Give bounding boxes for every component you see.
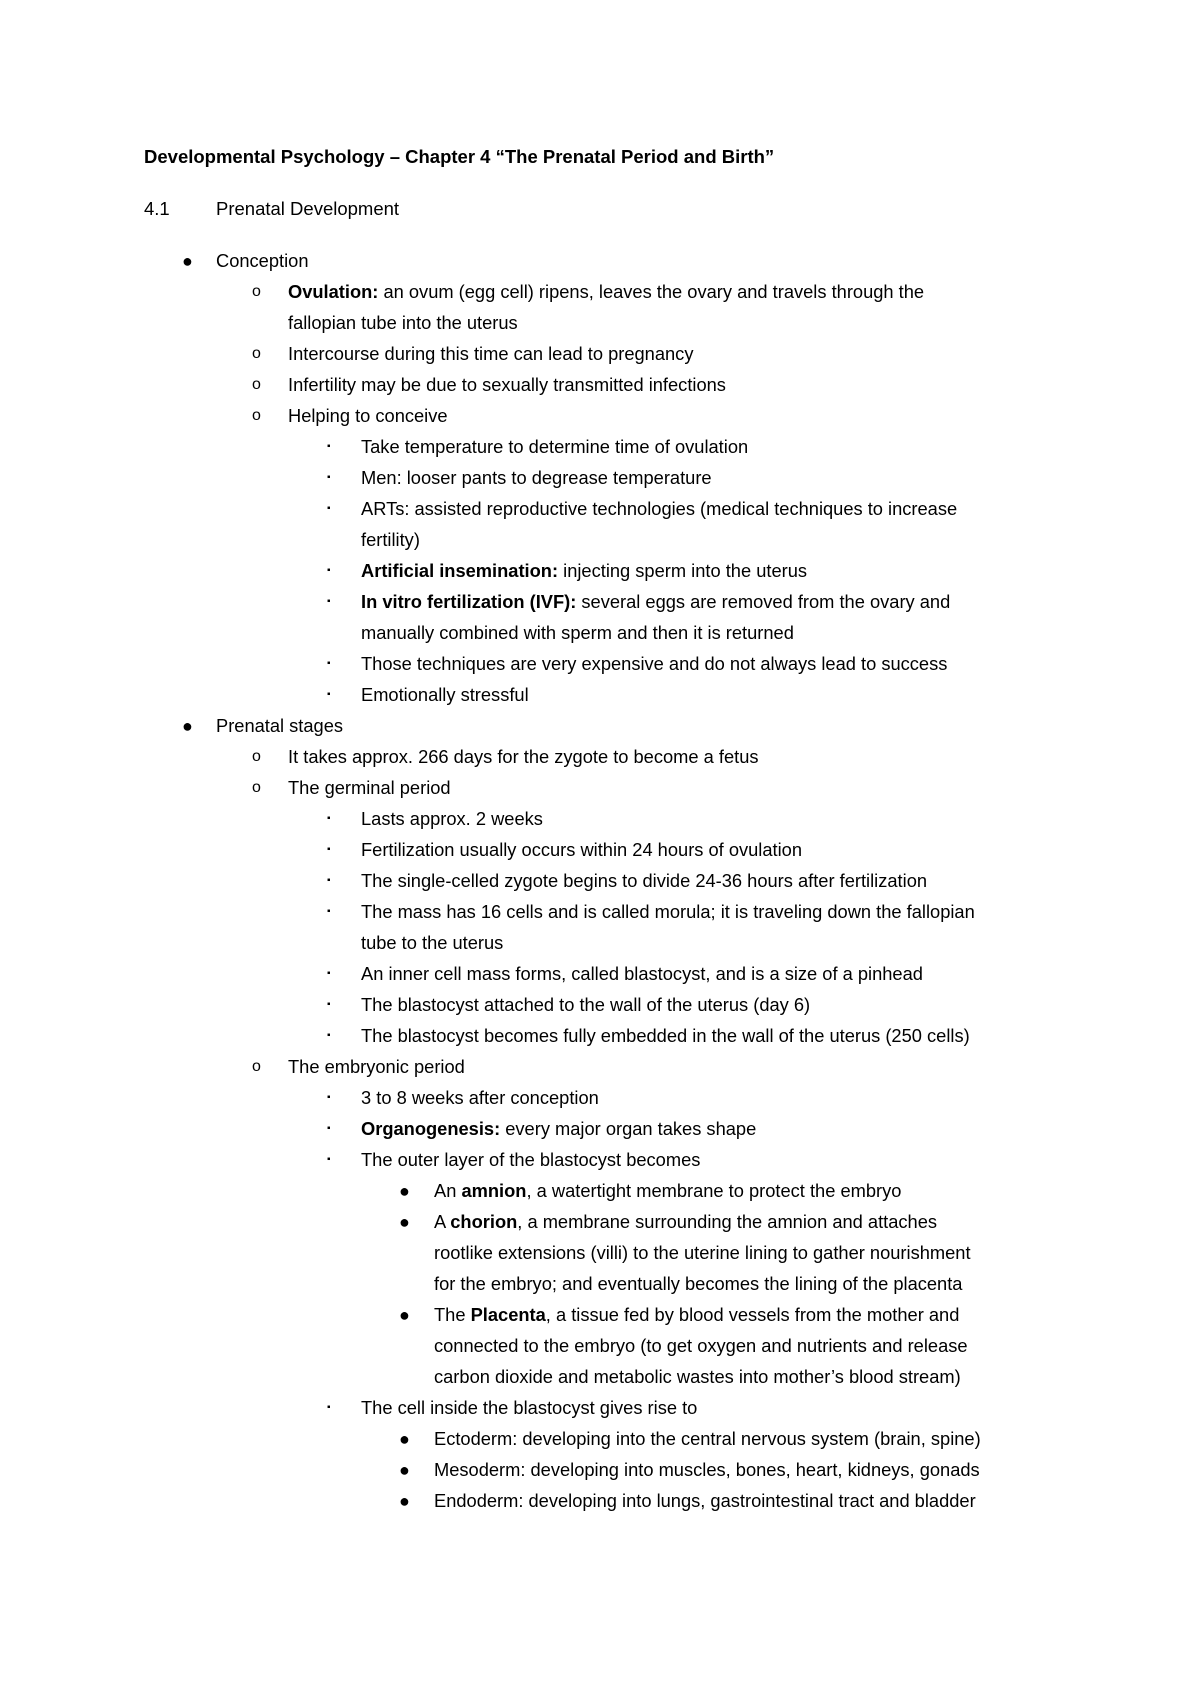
outline-line [216, 250, 309, 272]
line-text: The embryonic period [288, 1056, 465, 1077]
bullet-icon: ▪ [327, 906, 331, 917]
bullet-icon: ▪ [327, 503, 331, 514]
outline-line [361, 1118, 756, 1140]
bullet-icon: ● [399, 1429, 410, 1449]
outline-line [434, 1335, 968, 1357]
outline-line [434, 1273, 962, 1295]
line-text: Endoderm: developing into lungs, gastrointestinal tract and bladder [434, 1490, 976, 1511]
outline-line [361, 808, 543, 830]
line-text: It takes approx. 266 days for the zygote to become a fetus [288, 746, 759, 767]
line-text: Lasts approx. 2 weeks [361, 808, 543, 829]
outline-line [361, 684, 529, 706]
outline-line [361, 498, 957, 520]
bullet-icon: ▪ [327, 999, 331, 1010]
line-text: Conception [216, 250, 309, 271]
outline-line [434, 1180, 901, 1202]
line-text: Helping to conceive [288, 405, 448, 426]
line-text: 3 to 8 weeks after conception [361, 1087, 599, 1108]
outline-line [288, 1056, 465, 1078]
line-text: The outer layer of the blastocyst becomes [361, 1149, 701, 1170]
outline-line [361, 653, 947, 675]
outline-line [361, 529, 420, 551]
line-text: The single-celled zygote begins to divide 24-36 hours after fertilization [361, 870, 928, 891]
outline-line [434, 1459, 980, 1481]
outline-line [434, 1428, 981, 1450]
line-prefix: The [434, 1304, 471, 1325]
line-text: Take temperature to determine time of ovulation [361, 436, 749, 457]
line-prefix: An [434, 1180, 462, 1201]
bullet-icon: ● [399, 1181, 410, 1201]
line-text: injecting sperm into the uterus [558, 560, 808, 581]
line-text: The cell inside the blastocyst gives rise to [361, 1397, 698, 1418]
line-text: several eggs are removed from the ovary and [576, 591, 951, 612]
line-text: for the embryo; and eventually becomes the lining of the placenta [434, 1273, 963, 1294]
line-text: Infertility may be due to sexually transmitted infections [288, 374, 726, 395]
outline-line [361, 436, 748, 458]
outline-line [361, 870, 927, 892]
outline-line [434, 1211, 937, 1233]
line-text: , a watertight membrane to protect the embryo [526, 1180, 902, 1201]
bold-term: chorion [450, 1211, 518, 1232]
bullet-icon: ● [399, 1212, 410, 1232]
bullet-icon: ● [399, 1305, 410, 1325]
bullet-icon: o [252, 779, 261, 796]
bullet-icon: ▪ [327, 968, 331, 979]
line-text: manually combined with sperm and then it is returned [361, 622, 794, 643]
line-text: fertility) [361, 529, 420, 550]
bullet-icon: ▪ [327, 875, 331, 886]
outline-line [361, 560, 807, 582]
line-text: Men: looser pants to degrease temperature [361, 467, 712, 488]
outline-line [288, 343, 693, 365]
line-text: , a membrane surrounding the amnion and attaches [517, 1211, 938, 1232]
bold-term: In vitro fertilization (IVF): [361, 591, 577, 612]
outline-line [288, 777, 451, 799]
outline-line [361, 994, 810, 1016]
outline-line [288, 746, 759, 768]
line-text: Fertilization usually occurs within 24 hours of ovulation [361, 839, 802, 860]
outline-line [434, 1242, 971, 1264]
bullet-icon: ▪ [327, 1154, 331, 1165]
line-text: The germinal period [288, 777, 451, 798]
bold-term: amnion [461, 1180, 527, 1201]
outline-line [361, 932, 503, 954]
line-text: connected to the embryo (to get oxygen and nutrients and release [434, 1335, 968, 1356]
section-title: Prenatal Development [216, 198, 400, 219]
line-text: Emotionally stressful [361, 684, 529, 705]
bullet-icon: o [252, 1058, 261, 1075]
bullet-icon: ● [399, 1491, 410, 1511]
bullet-icon: o [252, 748, 261, 765]
bullet-icon: ▪ [327, 689, 331, 700]
outline-line [434, 1366, 961, 1388]
outline-line [288, 405, 448, 427]
section-number: 4.1 [144, 198, 170, 219]
line-text: an ovum (egg cell) ripens, leaves the ovary and travels through the [378, 281, 925, 302]
line-text: fallopian tube into the uterus [288, 312, 518, 333]
line-prefix: A [434, 1211, 451, 1232]
bold-term: Artificial insemination: [361, 560, 559, 581]
bullet-icon: ▪ [327, 1092, 331, 1103]
outline-line [288, 281, 924, 303]
line-text: Those techniques are very expensive and do not always lead to success [361, 653, 948, 674]
outline-line [361, 467, 712, 489]
line-text: The blastocyst becomes fully embedded in the wall of the uterus (250 cells) [361, 1025, 970, 1046]
outline-line [288, 374, 726, 396]
line-text: rootlike extensions (villi) to the uterine lining to gather nourishment [434, 1242, 971, 1263]
bullet-icon: ▪ [327, 658, 331, 669]
outline-line [216, 715, 343, 737]
line-text: tube to the uterus [361, 932, 504, 953]
line-text: Prenatal stages [216, 715, 344, 736]
bullet-icon: o [252, 407, 261, 424]
line-text: An inner cell mass forms, called blastocyst, and is a size of a pinhead [361, 963, 923, 984]
bullet-icon: ▪ [327, 1123, 331, 1134]
line-text: Mesoderm: developing into muscles, bones, heart, kidneys, gonads [434, 1459, 980, 1480]
bullet-icon: ▪ [327, 596, 331, 607]
outline-line [361, 1397, 697, 1419]
document-title: Developmental Psychology – Chapter 4 “The Prenatal Period and Birth” [144, 146, 775, 167]
line-text: carbon dioxide and metabolic wastes into mother’s blood stream) [434, 1366, 961, 1387]
bullet-icon: ▪ [327, 565, 331, 576]
bold-term: Ovulation: [288, 281, 379, 302]
bullet-icon: ● [399, 1460, 410, 1480]
bullet-icon: ● [182, 251, 193, 271]
outline-line [361, 591, 950, 613]
line-text: Intercourse during this time can lead to pregnancy [288, 343, 694, 364]
bullet-icon: ● [182, 716, 193, 736]
line-text: The blastocyst attached to the wall of the uterus (day 6) [361, 994, 811, 1015]
bullet-icon: o [252, 376, 261, 393]
bullet-icon: ▪ [327, 1402, 331, 1413]
outline-line [361, 1025, 970, 1047]
bullet-icon: ▪ [327, 472, 331, 483]
bullet-icon: o [252, 283, 261, 300]
outline-line [361, 963, 923, 985]
bold-term: Placenta [470, 1304, 546, 1325]
outline-line [361, 839, 802, 861]
outline-line [361, 1149, 700, 1171]
outline-line [361, 901, 975, 923]
line-text: Ectoderm: developing into the central nervous system (brain, spine) [434, 1428, 981, 1449]
outline-line [434, 1490, 976, 1512]
line-text: , a tissue fed by blood vessels from the mother and [545, 1304, 960, 1325]
bullet-icon: o [252, 345, 261, 362]
bullet-icon: ▪ [327, 844, 331, 855]
line-text: The mass has 16 cells and is called morula; it is traveling down the fallopian [361, 901, 975, 922]
bullet-icon: ▪ [327, 441, 331, 452]
outline-line [288, 312, 518, 334]
bullet-icon: ▪ [327, 813, 331, 824]
line-text: ARTs: assisted reproductive technologies (medical techniques to increase [361, 498, 958, 519]
bullet-icon: ▪ [327, 1030, 331, 1041]
line-text: every major organ takes shape [500, 1118, 757, 1139]
outline-line [361, 622, 794, 644]
outline-line [434, 1304, 959, 1326]
bold-term: Organogenesis: [361, 1118, 501, 1139]
outline-line [361, 1087, 599, 1109]
